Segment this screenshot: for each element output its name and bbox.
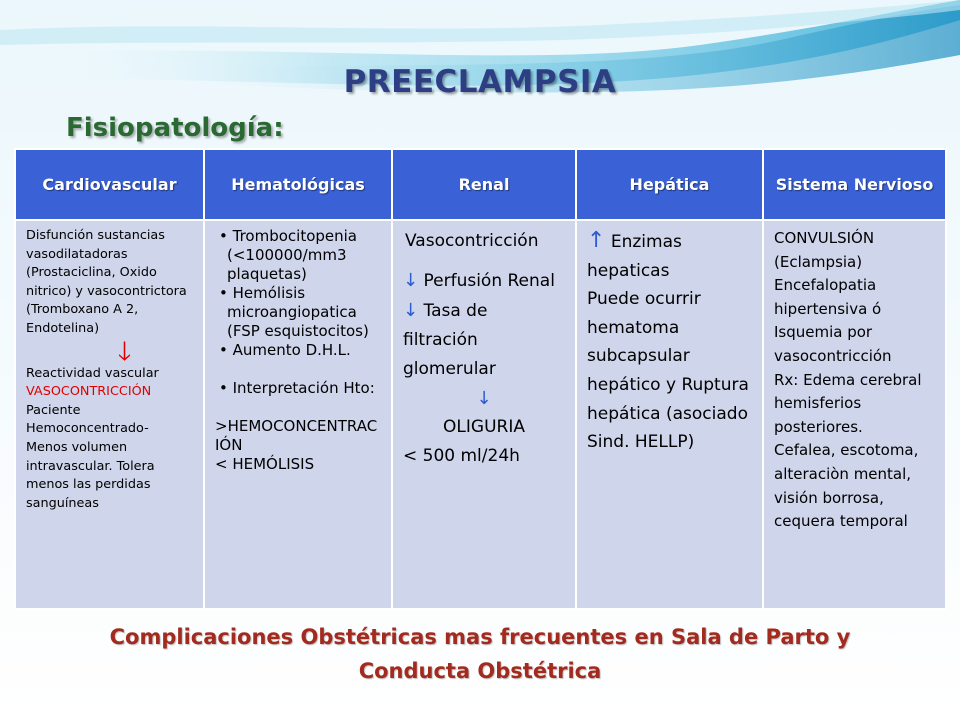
header-renal: Renal <box>392 149 576 220</box>
renal-row-2 <box>403 266 565 296</box>
hemato-bullet-2: • Hemólisis microangiopatica (FSP esquistocitos) <box>219 284 369 340</box>
header-hematologicas: Hematológicas <box>204 149 392 220</box>
cardio-text-4: Paciente Hemoconcentrado- Menos volumen intravascular. Tolera menos las perdidas sanguíneas <box>26 402 155 511</box>
hemato-bullet-1: • Trombocitopenia (<100000/mm3 plaquetas) <box>219 227 357 283</box>
cell-hematologicas <box>204 220 392 609</box>
down-arrow-icon: ↓ <box>403 300 419 321</box>
nervioso-line-2: Encefalopatia hipertensiva ó Isquemia por vasocontricción <box>774 276 892 365</box>
cardio-text-3: VASOCONTRICCIÓN <box>26 384 152 400</box>
hepatica-line-1: Enzimas hepaticas <box>587 232 682 281</box>
hemato-bullet-1-text: Trombocitopenia (<100000/mm3 plaquetas) <box>227 227 357 283</box>
footer-line-2: Conducta Obstétrica <box>358 659 602 683</box>
header-sistema-nervioso: Sistema Nervioso <box>763 149 946 220</box>
slide-footer <box>0 620 960 688</box>
table-header-row <box>15 149 946 220</box>
hepatica-row-1 <box>587 227 752 285</box>
hemato-bullet-4-text: Interpretación Hto: <box>232 379 375 397</box>
cardio-text-1: Disfunción sustancias vasodilatadoras (Prostaciclina, Oxido nitrico) y vasocontrictora (Tromboxano A 2, Endotelina) <box>26 228 187 336</box>
header-cardiovascular: Cardiovascular <box>15 149 204 220</box>
renal-line-3: Tasa de filtración glomerular <box>403 301 496 379</box>
renal-row-3 <box>403 296 565 384</box>
slide-subtitle: Fisiopatología: <box>66 113 284 143</box>
cell-hepatica <box>576 220 763 609</box>
down-arrow-icon: ↓ <box>476 388 492 409</box>
renal-line-2: Perfusión Renal <box>423 271 555 291</box>
header-hepatica: Hepática <box>576 149 763 220</box>
hepatica-line-2: Puede ocurrir hematoma subcapsular hepático y Ruptura hepática (asociado Sind. HELLP) <box>587 289 749 453</box>
nervioso-line-1: CONVULSIÓN (Eclampsia) <box>774 229 875 271</box>
hemato-line-2: < HEMÓLISIS <box>215 455 315 473</box>
hemato-bullet-3: • Aumento D.H.L. <box>219 341 351 359</box>
hemato-bullet-4: • Interpretación Hto: <box>219 379 375 397</box>
renal-line-4: OLIGURIA <box>443 417 525 437</box>
down-arrow-icon: ↓ <box>403 270 419 291</box>
down-arrow-icon: 🡓 <box>117 336 132 367</box>
table-row <box>15 220 946 609</box>
hemato-bullet-2-text: Hemólisis microangiopatica (FSP esquistocitos) <box>227 284 369 340</box>
renal-line-1: Vasocontricción <box>405 231 539 251</box>
hemato-line-1: >HEMOCONCENTRACIÓN <box>215 417 378 454</box>
cardio-text-2: Reactividad vascular <box>26 365 159 381</box>
pathophysiology-table <box>14 148 947 610</box>
slide-title: PREECLAMPSIA <box>343 64 617 100</box>
cell-renal <box>392 220 576 609</box>
nervioso-line-3: Rx: Edema cerebral hemisferios posteriores. <box>774 370 922 436</box>
hemato-bullet-3-text: Aumento D.H.L. <box>232 341 351 359</box>
renal-line-5: < 500 ml/24h <box>403 446 520 466</box>
nervioso-line-4: Cefalea, escotoma, alteraciòn mental, visión borrosa, cequera temporal <box>774 441 919 531</box>
up-arrow-icon: ↑ <box>587 228 606 253</box>
footer-line-1: Complicaciones Obstétricas mas frecuentes en Sala de Parto y <box>109 625 851 649</box>
cell-cardiovascular <box>15 220 204 609</box>
cell-sistema-nervioso <box>763 220 946 609</box>
